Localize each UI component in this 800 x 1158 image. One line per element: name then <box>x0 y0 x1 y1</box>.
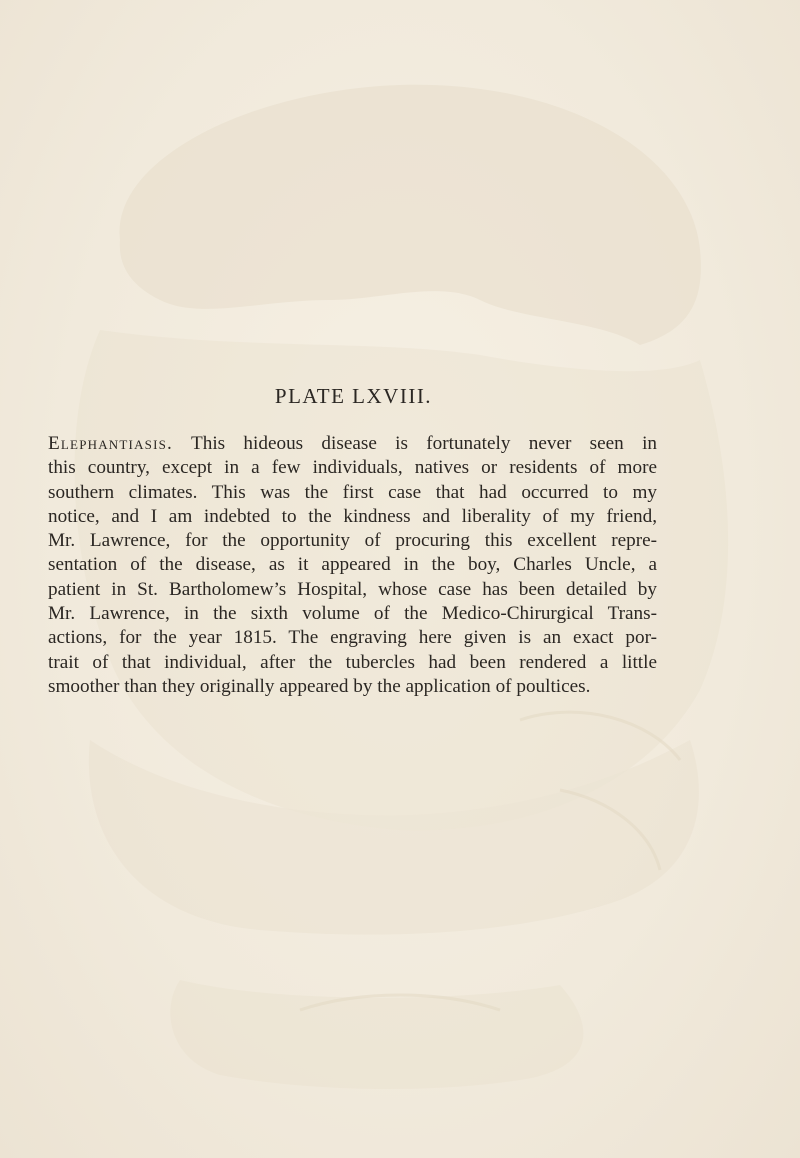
text-line-8: Mr. Lawrence, in the sixth volume of the Medico-Chirurgical Trans- <box>48 603 657 625</box>
text-line-10: trait of that individual, after the tubercles had been rendered a little <box>48 651 657 673</box>
text-line-7: patient in St. Bartholomew’s Hospital, whose case has been detailed by <box>48 578 657 600</box>
text-line-1: Elephantiasis. This hideous disease is fortunately never seen in <box>48 433 657 454</box>
text-line-11: smoother than they originally appeared by the application of poultices. <box>48 675 591 697</box>
text-line-3: southern climates. This was the first case that had occurred to my <box>48 481 657 503</box>
plate-heading: PLATE LXVIII. <box>274 384 433 408</box>
text-line-2: this country, except in a few individuals, natives or residents of more <box>48 457 657 479</box>
text-line-9: actions, for the year 1815. The engraving here given is an exact por- <box>48 627 657 649</box>
text-line-6: sentation of the disease, as it appeared in the boy, Charles Uncle, a <box>48 554 657 576</box>
lead-term: Elephantiasis. <box>48 433 174 454</box>
text-line-4: notice, and I am indebted to the kindness and liberality of my friend, <box>48 505 657 527</box>
text-line-5: Mr. Lawrence, for the opportunity of procuring this excellent repre- <box>48 530 657 552</box>
description-paragraph <box>48 432 657 699</box>
